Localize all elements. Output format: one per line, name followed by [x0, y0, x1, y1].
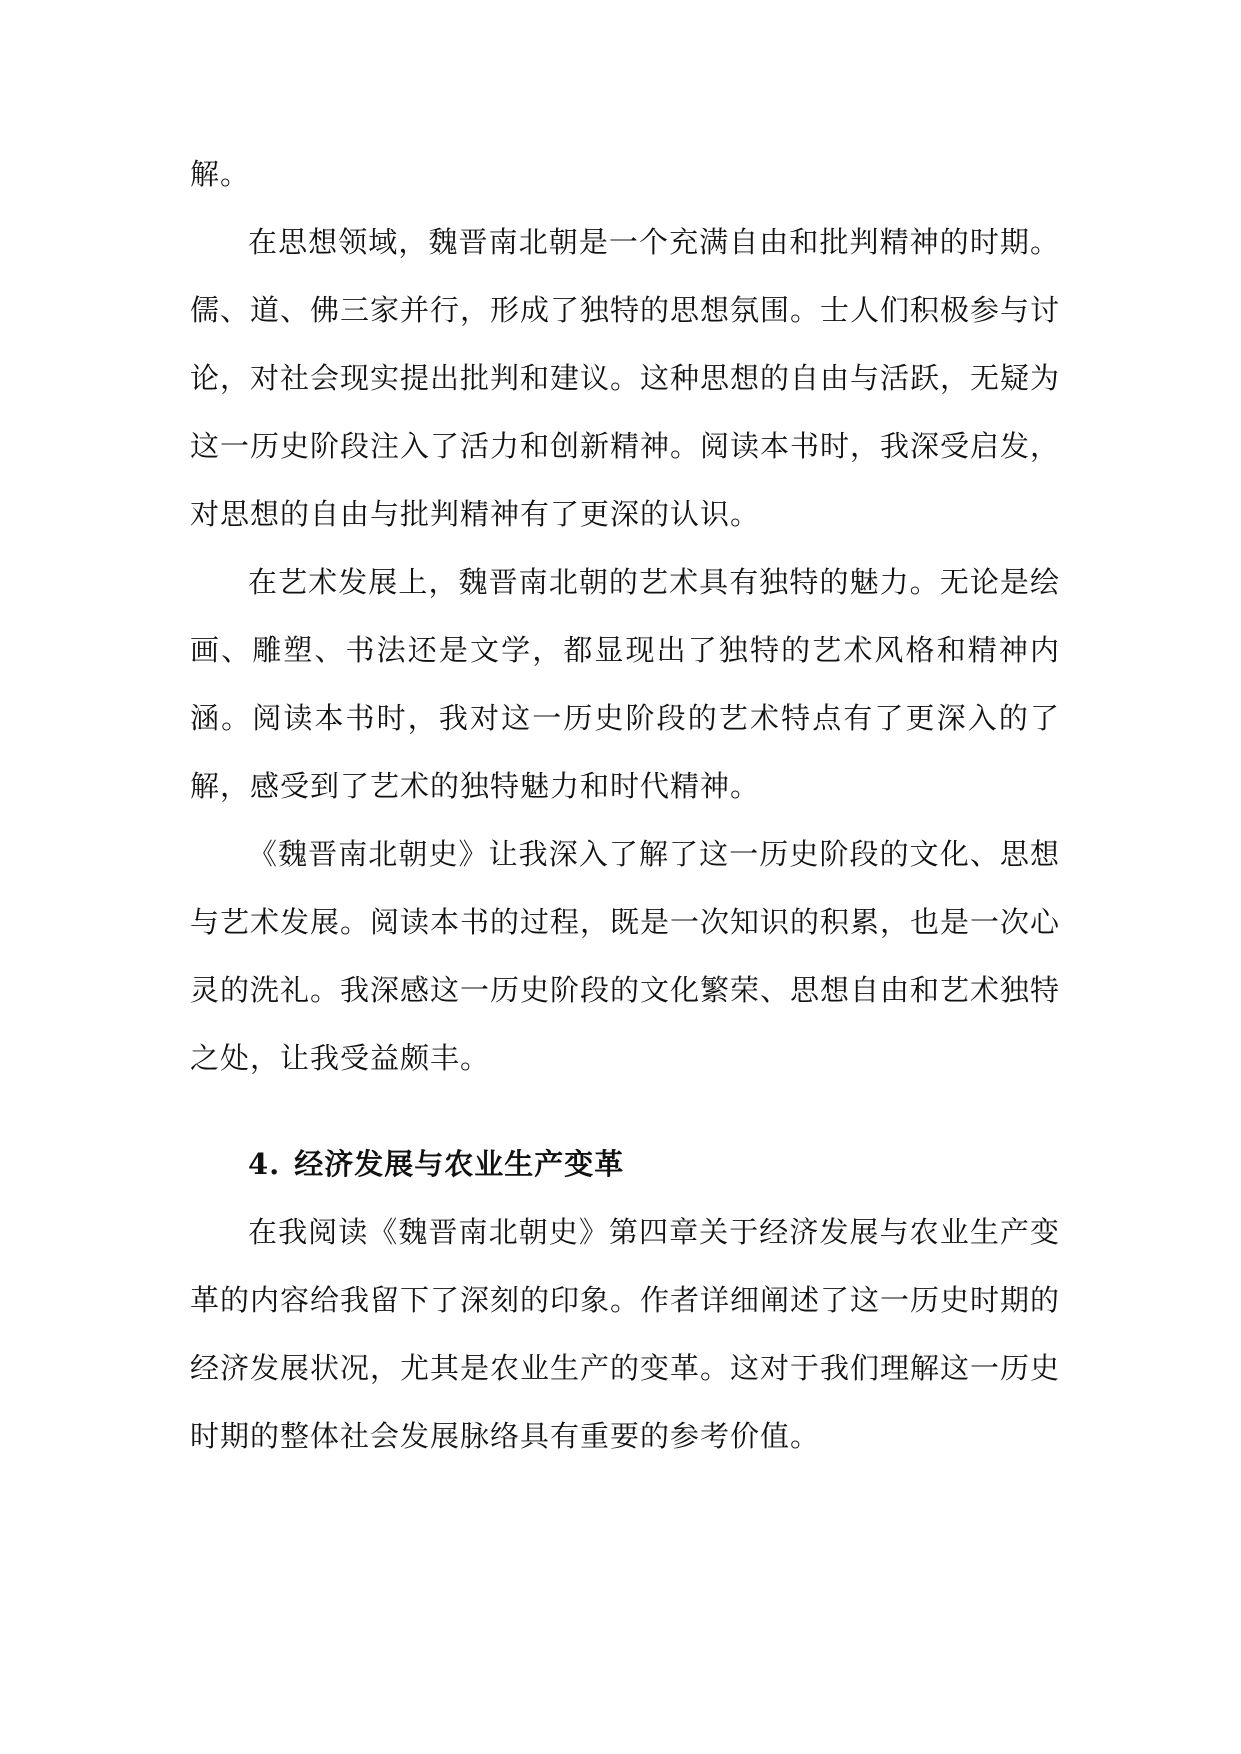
paragraph-thought: 在思想领域，魏晋南北朝是一个充满自由和批判精神的时期。儒、道、佛三家并行，形成了独特的思想氛围。士人们积极参与讨论，对社会现实提出批判和建议。这种思想的自由与活跃，无疑为这一历史阶段注入了活力和创新精神。阅读本书时，我深受启发，对思想的自由与批判精神有了更深的认识。 — [190, 225, 1061, 531]
paragraph-art: 在艺术发展上，魏晋南北朝的艺术具有独特的魅力。无论是绘画、雕塑、书法还是文学，都显现出了独特的艺术风格和精神内涵。阅读本书时，我对这一历史阶段的艺术特点有了更深入的了解，感受到了艺术的独特魅力和时代精神。 — [190, 565, 1060, 803]
document-page — [190, 140, 1060, 1470]
section-heading — [190, 1130, 1060, 1198]
paragraph-summary: 《魏晋南北朝史》让我深入了解了这一历史阶段的文化、思想与艺术发展。阅读本书的过程，既是一次知识的积累，也是一次心灵的洗礼。我深感这一历史阶段的文化繁荣、思想自由和艺术独特之处，让我受益颇丰。 — [190, 837, 1061, 1075]
paragraph-economy: 在我阅读《魏晋南北朝史》第四章关于经济发展与农业生产变革的内容给我留下了深刻的印象。作者详细阐述了这一历史时期的经济发展状况，尤其是农业生产的变革。这对于我们理解这一历史时期的整体社会发展脉络具有重要的参考价值。 — [190, 1215, 1061, 1453]
section-title: 经济发展与农业生产变革 — [294, 1147, 625, 1181]
section-number: 4. — [248, 1147, 281, 1181]
paragraph-continuation: 解。 — [190, 157, 251, 191]
